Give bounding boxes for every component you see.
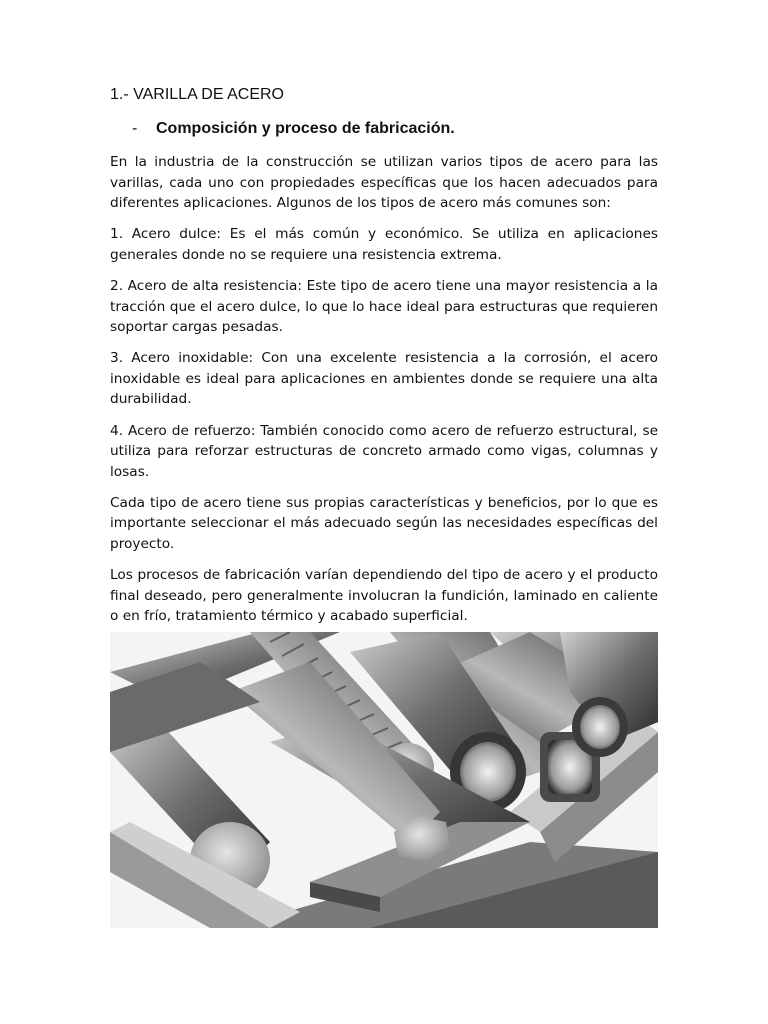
body-text xyxy=(110,152,658,637)
steel-bars-illustration xyxy=(110,632,658,928)
bullet-dash: - xyxy=(132,120,138,137)
section-heading: 1.- VARILLA DE ACERO xyxy=(110,86,284,103)
paragraph-alta-resistencia: 2. Acero de alta resistencia: Este tipo de acero tiene una mayor resistencia a la tracción que el acero dulce, lo que lo hace ideal para estructuras que requieren soportar cargas pesadas. xyxy=(110,277,658,336)
steel-products-photo xyxy=(110,632,658,928)
paragraph-procesos: Los procesos de fabricación varían dependiendo del tipo de acero y el producto final deseado, pero generalmente involucran la fundición, laminado en caliente o en frío, tratamiento térmico y acabado superficial. xyxy=(110,567,658,625)
paragraph-acero-dulce: 1. Acero dulce: Es el más común y económico. Se utiliza en aplicaciones generales donde no se requiere una resistencia extrema. xyxy=(110,226,658,263)
paragraph-caracteristicas: Cada tipo de acero tiene sus propias características y beneficios, por lo que es importante seleccionar el más adecuado según las necesidades específicas del proyecto. xyxy=(110,494,658,552)
subsection-heading xyxy=(132,120,455,138)
paragraph-intro: En la industria de la construcción se utilizan varios tipos de acero para las varillas, cada uno con propiedades específicas que los hacen adecuados para diferentes aplicaciones. Algunos de los tipos de acero más comunes son: xyxy=(110,154,658,212)
paragraph-refuerzo: 4. Acero de refuerzo: También conocido como acero de refuerzo estructural, se utiliza para reforzar estructuras de concreto armado como vigas, columnas y losas. xyxy=(110,422,658,480)
paragraph-inoxidable: 3. Acero inoxidable: Con una excelente resistencia a la corrosión, el acero inoxidable es ideal para aplicaciones en ambientes donde se requiere una alta durabilidad. xyxy=(110,350,658,408)
subsection-heading-text: Composición y proceso de fabricación. xyxy=(156,120,455,137)
